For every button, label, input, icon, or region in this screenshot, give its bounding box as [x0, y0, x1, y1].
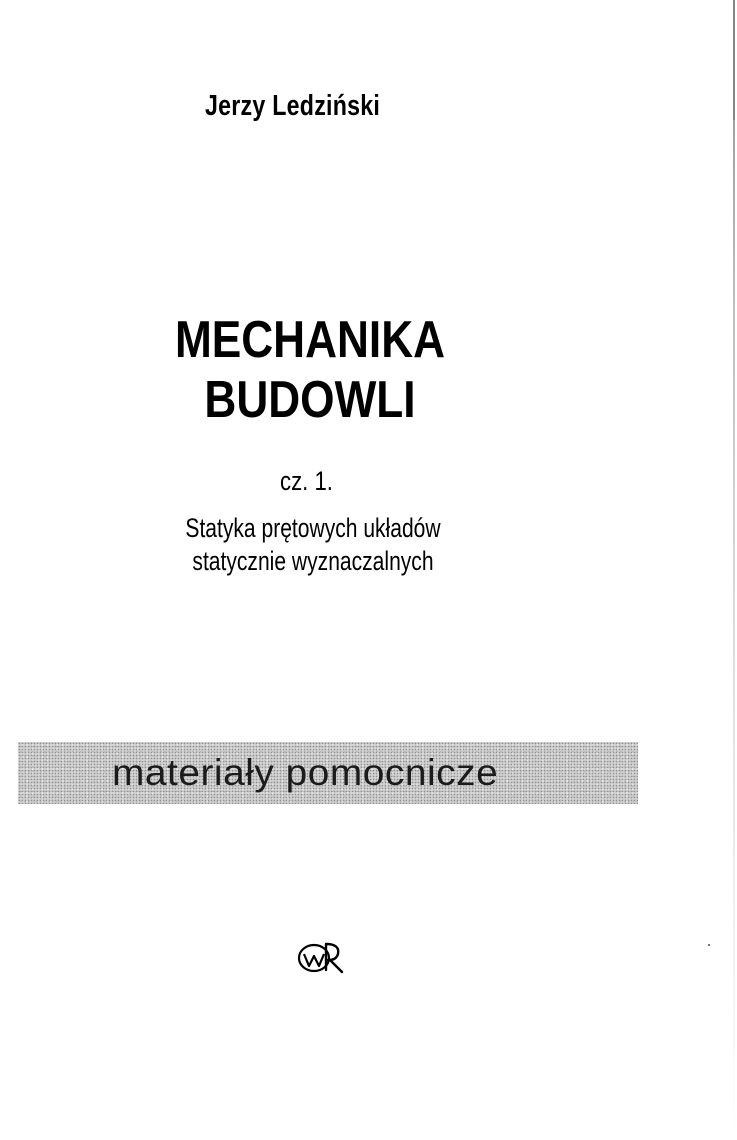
author-name: Jerzy Ledziński: [205, 90, 381, 122]
banner-text: materiały pomocnicze: [112, 752, 499, 793]
publisher-seal-icon: [252, 914, 392, 994]
scan-speck: [708, 944, 710, 946]
page-edge-shadow: [733, 0, 735, 1140]
book-title-line-1: MECHANIKA: [174, 311, 446, 369]
book-title-line-2: BUDOWLI: [204, 371, 416, 429]
book-title: [47, 310, 574, 430]
book-subtitle-line-2: statycznie wyznaczalnych: [192, 546, 434, 576]
part-number: cz. 1.: [280, 466, 333, 496]
book-subtitle: [69, 512, 557, 578]
book-subtitle-line-1: Statyka prętowych układów: [185, 513, 441, 543]
